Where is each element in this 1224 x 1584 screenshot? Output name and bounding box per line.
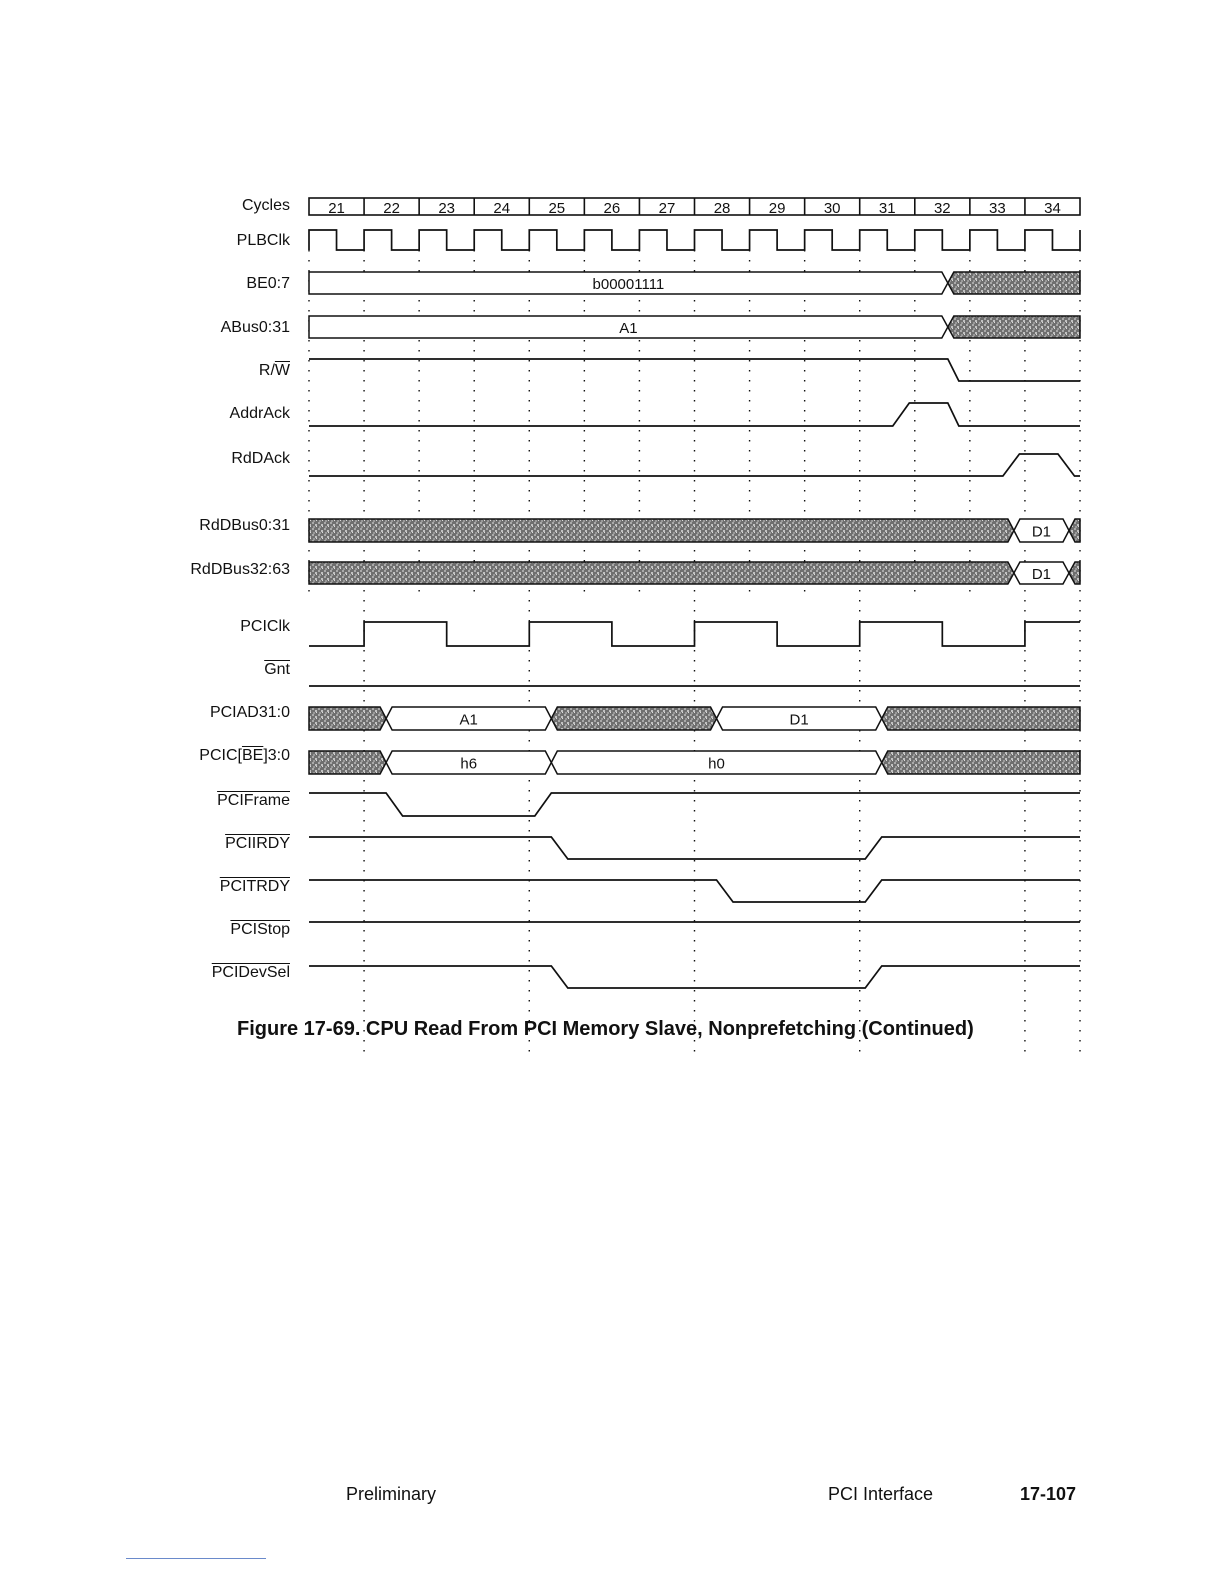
- cycle-label-22: 22: [383, 200, 400, 217]
- signal-label-pciirdy: [120, 835, 290, 853]
- pcic-suffix: ]3:0: [263, 747, 290, 764]
- be07-value-0: b00001111: [592, 276, 665, 293]
- cycle-label-30: 30: [823, 200, 841, 217]
- signal-label-plbclk: PLBClk: [236, 232, 290, 249]
- signal-label-rddbus32: RdDBus32:63: [190, 561, 290, 578]
- signal-label-rddack: RdDAck: [231, 450, 290, 467]
- rddbus031-segment-2: [1069, 519, 1080, 542]
- pcicbe30-segment-0: [309, 751, 386, 774]
- pciirdy-overline: PCIIRDY: [225, 835, 290, 852]
- rddbus031-segment-0: [309, 519, 1014, 542]
- gnt-overline: $\overline{Gnt}$: [264, 661, 290, 678]
- signal-label-addrack: AddrAck: [229, 405, 290, 422]
- signal-label-rddbus0: RdDBus0:31: [199, 517, 290, 534]
- cycle-label-28: 28: [713, 200, 731, 217]
- signal-label-be: BE0:7: [246, 275, 290, 292]
- footer-section: PCI Interface: [828, 1484, 934, 1504]
- cycle-label-34: 34: [1044, 200, 1061, 217]
- signal-label-abus: ABus0:31: [220, 319, 290, 336]
- cycle-label-25: 25: [548, 200, 566, 217]
- signal-label-pcidevsel: [120, 964, 290, 982]
- abus031-value-0: A1: [619, 320, 638, 337]
- footer-rule: [126, 1558, 266, 1559]
- signal-label-pciframe: [120, 792, 290, 810]
- pciframe-waveform: [309, 793, 1080, 816]
- signal-label-pcitrdy: [120, 878, 290, 896]
- cycle-label-26: 26: [603, 200, 621, 217]
- cycle-label-29: 29: [768, 200, 786, 217]
- signal-label-pcic: [120, 747, 290, 765]
- plbclk-waveform: [309, 230, 1080, 250]
- rw-overline: $\overline{W}$: [274, 362, 290, 379]
- pcic-prefix: PCIC[: [199, 747, 242, 764]
- pcistop-overline: PCIStop: [230, 921, 290, 938]
- cycle-label-33: 33: [989, 200, 1006, 217]
- addrack-waveform: [309, 403, 1080, 426]
- signal-label-rw: [120, 362, 290, 380]
- pciad310-value-3: D1: [789, 711, 809, 729]
- cycle-label-21: 21: [328, 200, 345, 217]
- pciclk-waveform: [309, 622, 1080, 646]
- figure-caption: Figure 17-69. CPU Read From PCI Memory Slave, Nonprefetching (Continued): [237, 1018, 974, 1040]
- cycle-label-31: 31: [878, 200, 896, 217]
- cycle-label-27: 27: [658, 200, 676, 217]
- rddbus031-value-1: D1: [1031, 523, 1052, 541]
- cycle-label-23: 23: [438, 200, 456, 217]
- pcicbe30-value-2: h0: [708, 755, 725, 773]
- footer-preliminary: Preliminary: [346, 1484, 437, 1504]
- rddbus3263-value-1: D1: [1031, 566, 1052, 583]
- pcidevsel-waveform: [309, 966, 1080, 988]
- pcidevsel-overline: PCIDevSel: [211, 964, 290, 981]
- rddbus3263-segment-2: [1069, 562, 1080, 584]
- rddbus3263-segment-0: [309, 562, 1014, 584]
- pciad310-value-1: A1: [459, 711, 478, 729]
- signal-label-pciad: PCIAD31:0: [209, 704, 290, 721]
- signal-label-cycles: Cycles: [241, 197, 290, 214]
- cycle-label-24: 24: [493, 200, 511, 217]
- signal-label-gnt: [120, 661, 290, 679]
- abus031-segment-1: [948, 316, 1080, 338]
- pciframe-overline: PCIFrame: [217, 792, 290, 809]
- pciad310-segment-4: [882, 707, 1080, 730]
- pciad310-segment-2: [551, 707, 716, 730]
- pciad310-segment-0: [309, 707, 386, 730]
- be07-segment-1: [948, 272, 1080, 294]
- pcicbe30-segment-3: [882, 751, 1080, 774]
- rw-prefix: R/: [258, 362, 275, 379]
- signal-label-pcistop: [120, 921, 290, 939]
- signal-label-pciclk: PCIClk: [240, 618, 290, 635]
- pcic-overline: $\overline{BE}$: [241, 747, 264, 764]
- pcicbe30-value-1: h6: [460, 755, 478, 773]
- cycle-label-32: 32: [933, 200, 951, 217]
- footer-page-number: 17-107: [1020, 1484, 1077, 1504]
- rddack-waveform: [309, 454, 1080, 476]
- pcitrdy-overline: PCITRDY: [219, 878, 290, 895]
